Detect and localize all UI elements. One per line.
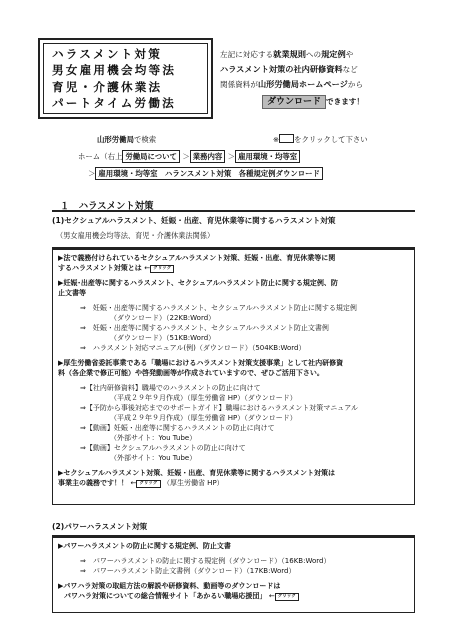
panel1-p2-line2: 止文書等 — [58, 289, 86, 297]
click-box-icon — [279, 134, 294, 143]
resource-link-3[interactable] — [58, 423, 409, 443]
nav-path-2 — [88, 167, 323, 180]
nav-path — [78, 150, 300, 163]
resource-link-meta: （平成２９年９月作成）（厚生労働省 HP）（ダウンロード） — [110, 394, 297, 402]
panel2-p1: ▶パワーハラスメントの防止に関する規定例、防止文書 — [58, 542, 231, 550]
resource-link-text: ⇒【予防から事後対応までのサポートガイド】職場におけるハラスメント対策マニュアル — [80, 404, 358, 412]
law-title-1: ハラスメント対策 — [52, 47, 163, 61]
download-link-text: ⇒ ハラスメント対応マニュアル(例)（ダウンロード）（504KB:Word） — [80, 344, 306, 352]
nav-step-download[interactable]: 雇用環境・均等室 ハランスメント対策 各種規定例ダウンロード — [95, 167, 323, 180]
download-badge: ダウンロード — [262, 95, 326, 109]
download-link-5[interactable] — [58, 566, 409, 576]
side-note — [220, 47, 445, 109]
source-note: （厚生労働省 HP） — [162, 479, 224, 487]
panel1-p2 — [58, 278, 409, 298]
left-arrow-icon: ← — [130, 479, 137, 487]
panel1-p1-line2: するハラスメント対策とは — [58, 264, 142, 272]
resource-link-meta: （外部サイト：You Tube） — [110, 434, 197, 442]
nav-step-equality[interactable]: 雇用環境・均等室 — [235, 150, 300, 163]
panel2-p2-line1: ▶パワハラ対策の取組方法の解説や研修資料、動画等のダウンロードは — [58, 582, 281, 590]
side-note-text: できます！ — [326, 97, 364, 106]
nav-step-services[interactable]: 業務内容 — [190, 150, 226, 163]
search-instruction — [97, 134, 368, 145]
click-button[interactable]: クリック — [275, 593, 299, 601]
section-2-title: (2)パワーハラスメント対策 — [52, 522, 148, 531]
download-link-4[interactable] — [58, 556, 409, 566]
nav-home[interactable]: ホーム（右上 — [78, 152, 123, 161]
panel2-p2 — [58, 581, 409, 601]
download-link-text: ⇒ パワーハラスメント防止文書例（ダウンロード）（17KB:Word） — [80, 567, 296, 575]
search-text: で検索 — [133, 135, 157, 144]
left-arrow-icon: ← — [144, 264, 151, 272]
side-note-text: 関係資料が — [220, 80, 258, 89]
side-note-text: や — [345, 50, 354, 59]
resource-link-text: ⇒【動画】セクシュアルハラスメントの防止に向けて — [80, 444, 246, 452]
download-link-text: ⇒ 妊娠・出産等に関するハラスメント、セクシュアルハラスメント防止に関する規定例 — [80, 304, 357, 312]
panel2-p2-line2: パワハラ対策についての総合情報サイト「あかるい職場応援団」 — [64, 592, 267, 600]
section-1-title: １ ハラスメント対策 — [60, 201, 154, 212]
side-note-text: 左記に対応する — [220, 50, 274, 59]
nav-sep: ＞ — [227, 152, 236, 161]
law-box — [43, 43, 208, 114]
panel1-p1-line1: ▶法で義務付けられているセクシュアルハラスメント対策、妊娠・出産、育児休業等に関 — [58, 254, 336, 262]
note-text: をクリックして下さい — [294, 135, 368, 144]
side-note-bold: 就業規則 — [273, 49, 306, 59]
click-button[interactable]: クリック — [150, 265, 174, 273]
law-title-3: 育児・介護休業法 — [52, 79, 163, 94]
panel1-p4-line1: ▶セクシュアルハラスメント対策、妊娠・出産、育児休業等に関するハラスメント対策は — [58, 469, 336, 477]
panel1-p1 — [58, 253, 409, 273]
panel1-p3-line1: ▶厚生労働省委託事業である「職場におけるハラスメント対策支援事業」として社内研修資 — [58, 359, 344, 367]
resource-link-2[interactable] — [58, 403, 409, 423]
download-link-1[interactable] — [58, 303, 409, 323]
click-button[interactable]: クリック — [136, 480, 160, 488]
section-1-rule — [52, 210, 415, 212]
side-note-bold: 山形労働局ホームページ — [257, 79, 348, 89]
side-note-text: への — [305, 50, 322, 59]
nav-sep: ＞ — [88, 169, 96, 178]
panel1-p3 — [58, 358, 409, 378]
side-note-bold: 規定例 — [321, 49, 346, 59]
download-link-text: ⇒ 妊娠・出産等に関するハラスメント、セクシュアルハラスメント防止文書例 — [80, 324, 329, 332]
nav-step-about[interactable]: 労働局について — [122, 150, 180, 163]
download-link-2[interactable] — [58, 323, 409, 343]
panel1-p2-line1: ▶妊娠･出産等に関するハラスメント、セクシュアルハラスメント防止に関する規定例、防 — [58, 279, 338, 287]
power-harassment-panel — [52, 535, 415, 613]
resource-link-4[interactable] — [58, 443, 409, 463]
resource-link-1[interactable] — [58, 383, 409, 403]
resource-link-text: ⇒【動画】妊娠・出産等に関するハラスメントの防止に向けて — [80, 424, 275, 432]
download-link-size: （ダウンロード）（51KB:Word） — [110, 334, 216, 342]
law-title-4: パートタイム労働法 — [52, 95, 176, 110]
panel1-p4-line2: 事業主の義務です！！ — [58, 479, 128, 487]
harassment-panel — [52, 247, 415, 505]
section-1-law: （男女雇用機会均等法、育児・介護休業法関係） — [56, 231, 215, 240]
panel1-p4 — [58, 468, 409, 488]
side-note-bold: ハラスメント対策の社内研修資料 — [220, 64, 343, 74]
resource-link-meta: （平成２９年９月作成）（厚生労働省 HP）（ダウンロード） — [110, 414, 297, 422]
panel1-p3-line2: 料（各企業で修正可能）や啓発動画等が作成されていますので、ぜひご活用下さい。 — [58, 369, 324, 377]
side-note-text: など — [342, 65, 358, 74]
download-link-3[interactable] — [58, 343, 409, 353]
left-arrow-icon: ← — [268, 592, 275, 600]
download-link-size: （ダウンロード）（22KB:Word） — [110, 314, 216, 322]
search-site: 山形労働局 — [97, 135, 134, 144]
nav-sep: ＞ — [182, 152, 190, 161]
resource-link-meta: （外部サイト：You Tube） — [110, 454, 197, 462]
download-link-text: ⇒ パワーハラスメントの防止に関する規定例（ダウンロード）（16KB:Word） — [80, 557, 331, 565]
section-1-subtitle: (1)セクシュアルハラスメント、妊娠・出産、育児休業等に関するハラスメント対策 — [52, 216, 336, 225]
resource-link-text: ⇒【社内研修資料】職場でのハラスメントの防止に向けて — [80, 384, 261, 392]
side-note-text: から — [347, 80, 364, 89]
law-title-2: 男女雇用機会均等法 — [52, 63, 177, 78]
note-mark: ※ — [272, 135, 280, 144]
